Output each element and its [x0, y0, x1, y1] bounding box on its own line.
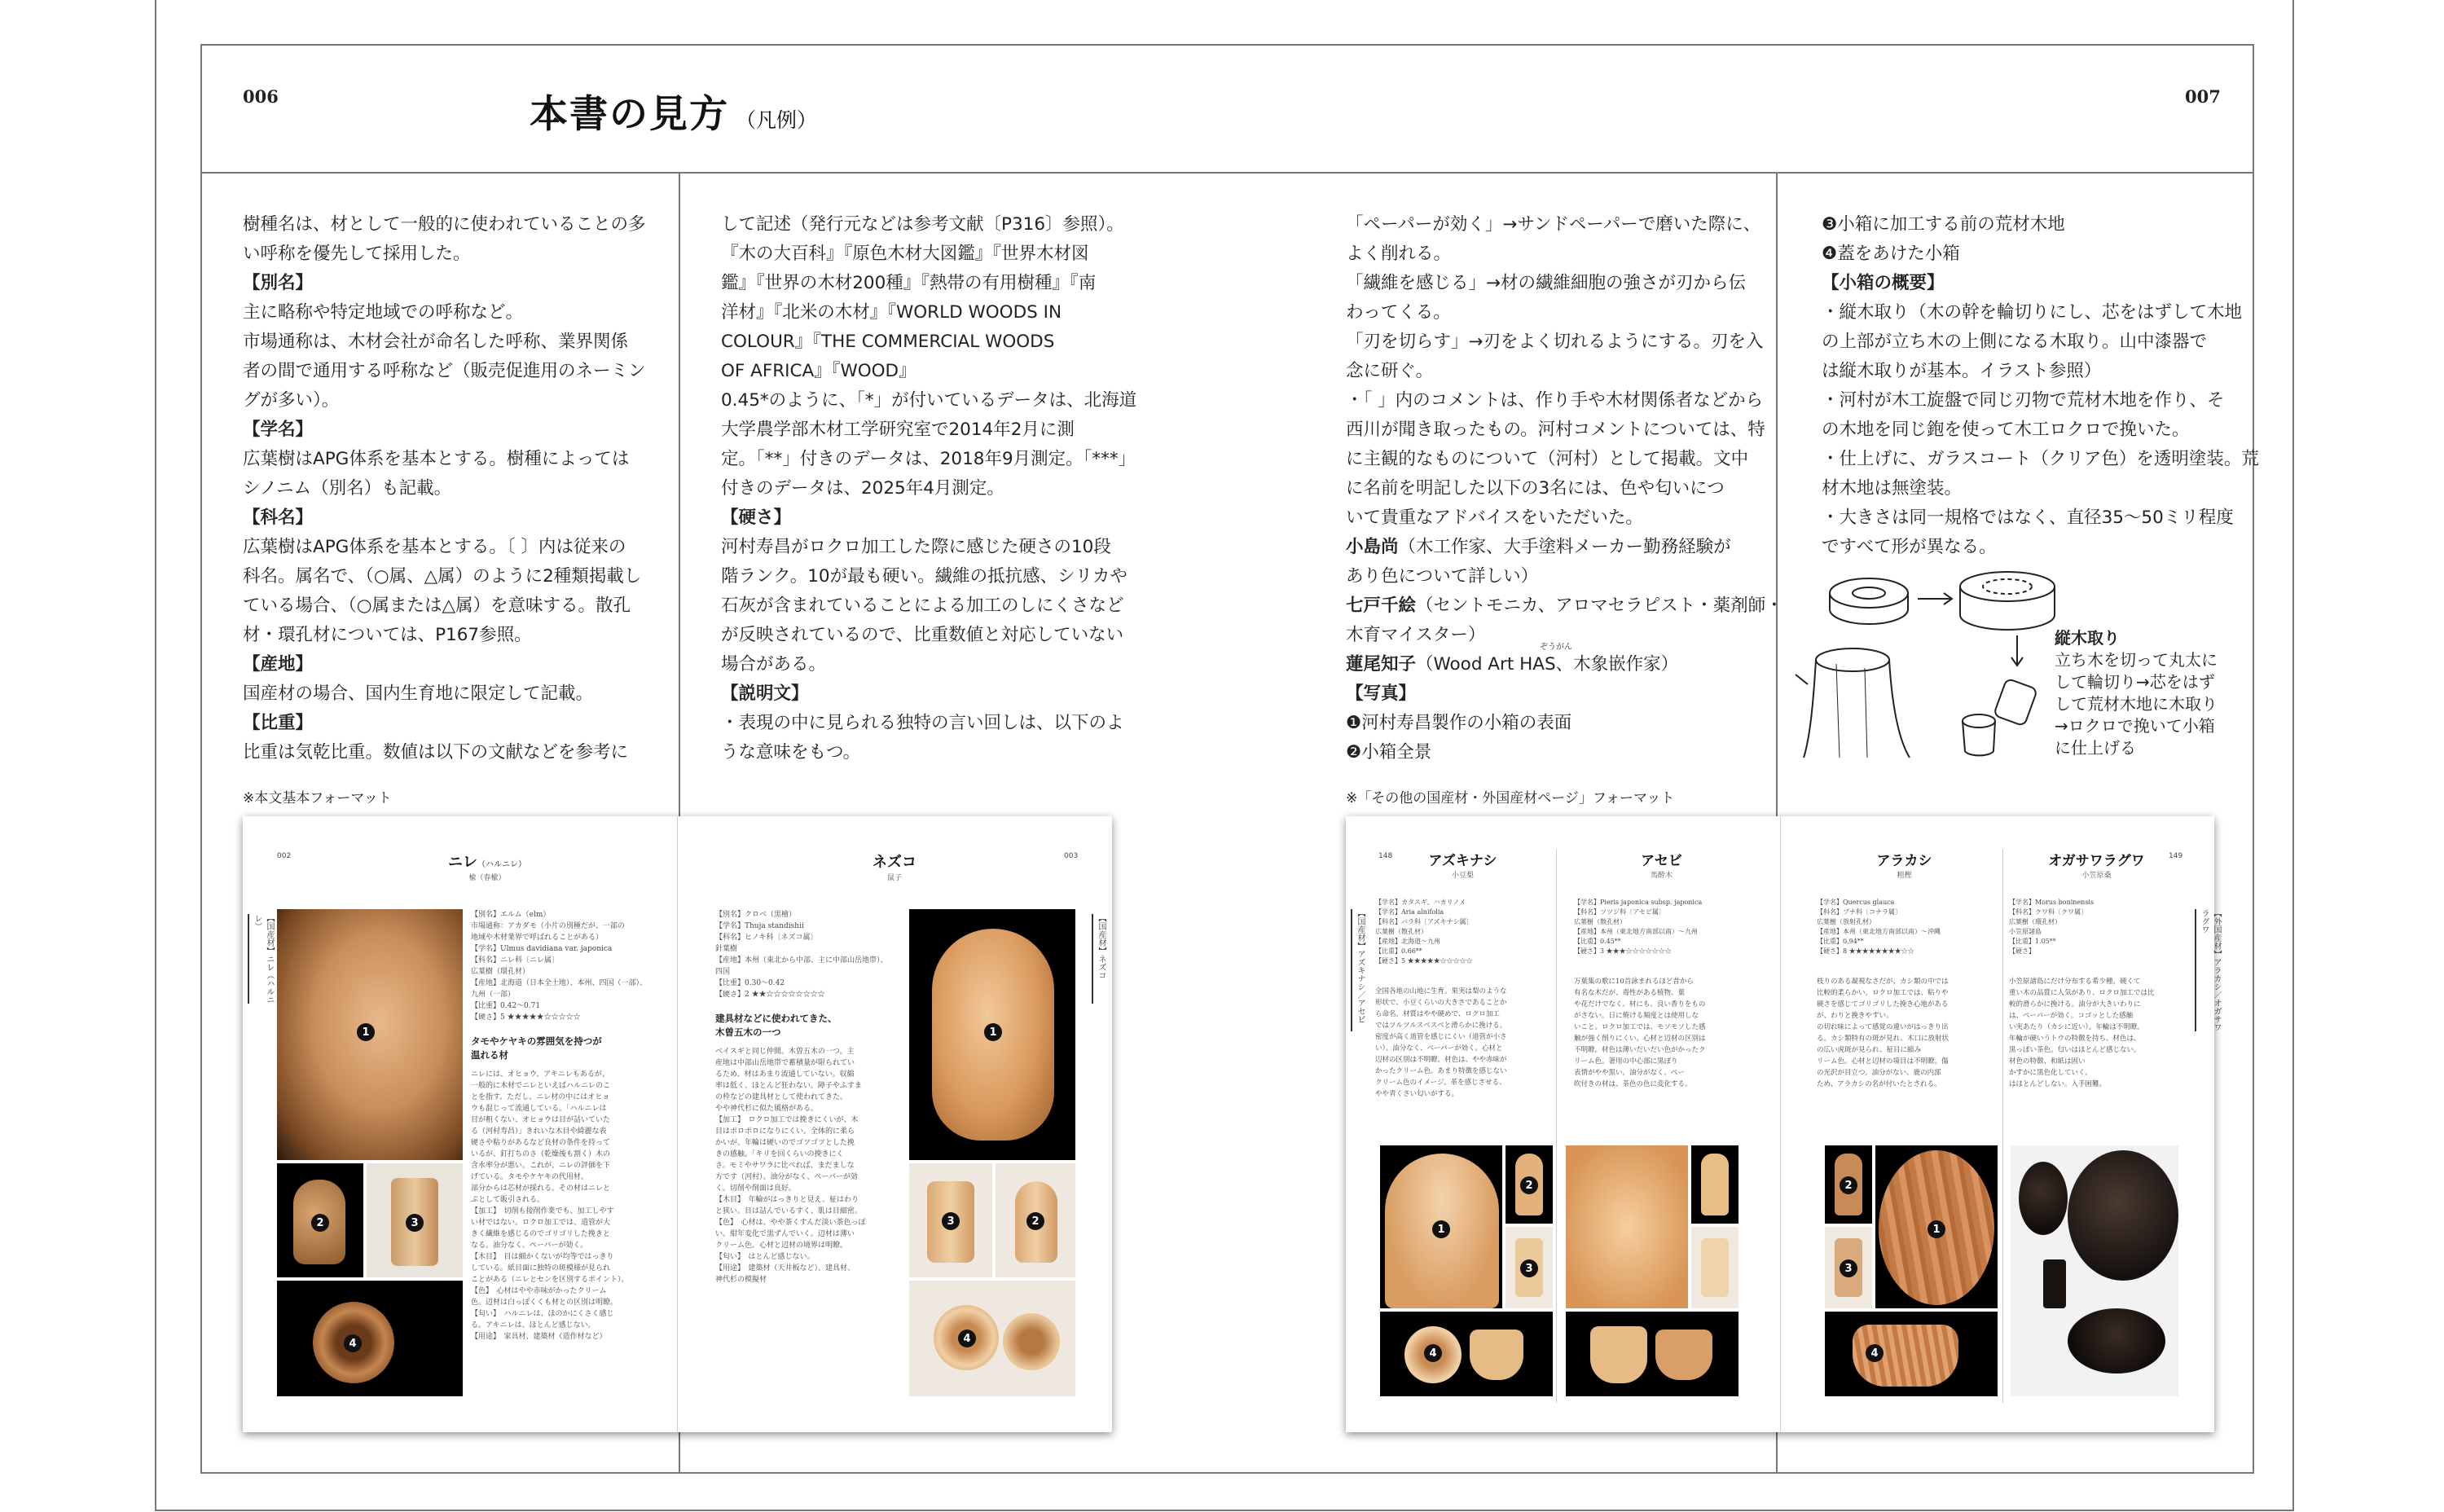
text-line: いて貴重なアドバイスをいただいた。: [1346, 508, 1643, 528]
body-line: 辺材の区別は不明瞭。材色は、やや赤味が: [1375, 1056, 1507, 1064]
text-line: COLOUR』『THE COMMERCIAL WOODS: [721, 332, 1055, 352]
body-line: ではツルツルスベスベと滑らかに挽ける。: [1375, 1022, 1507, 1030]
heading-line: タモやケヤキの雰囲気を持つが: [471, 1035, 602, 1047]
nire-kanji: 楡（春楡）: [468, 874, 506, 882]
text-line: うな意味をもつ。: [721, 742, 861, 763]
nire-title: ニレ: [448, 854, 477, 871]
body-line: い。紺年変化で黒ずんでいく。辺材は薄い: [715, 1230, 855, 1238]
body-line: 吹付きの材は、茶色の色に変化する。: [1574, 1080, 1692, 1088]
spec-line: 広葉樹（環孔材）: [2009, 918, 2061, 925]
species-body: [1375, 986, 1550, 1100]
body-line: 重い木の品質に人気があり、ロクロ加工では比: [2009, 989, 2155, 997]
text-line: ・大きさは同一規格ではなく、直径35〜50ミリ程度: [1822, 508, 2234, 528]
spec-line: 【科名】バラ科〔アズキナシ属〕: [1375, 918, 1473, 925]
spec-line: 地域や木材業界で呼ばれることがある）: [471, 934, 604, 942]
text-line: ですべて形が異なる。: [1822, 537, 1997, 557]
spread2-side-left: 【国産材】アズキナシ／アセビ: [1351, 909, 1366, 1031]
body-line: かすかに黒色化していく。: [2009, 1069, 2092, 1077]
body-line: なる。油分なく、ペーパーが効く。: [471, 1242, 588, 1250]
text-line: よく削れる。: [1346, 244, 1452, 264]
body-line: ベイスギと同じ仲間。木曽五木の一つ。主: [715, 1048, 855, 1056]
nezuko-photo-1: 1: [909, 909, 1075, 1160]
text-line: 河村寿昌がロクロ加工した際に感じた硬さの10段: [721, 537, 1111, 557]
text-line: 場合がある。: [721, 654, 827, 675]
text-line: 【写真】: [1346, 683, 1417, 704]
text-line: 洋材』『北米の木材』『WORLD WOODS IN: [721, 302, 1062, 323]
body-line: るため、材はあまり流通していない。収縮: [715, 1070, 855, 1079]
spec-line: 【科名】ニレ科〔ニレ属〕: [471, 956, 560, 965]
text-line: 【科名】: [243, 508, 314, 528]
body-line: いこと。ロクロ加工では、モソモソした感: [1574, 1023, 1706, 1031]
spec-line: 【硬さ】8 ★★★★★★★★☆☆: [1817, 947, 1914, 955]
illustration-caption-line: して荒材木地に木取り: [2055, 694, 2218, 714]
text-line: 『木の大百科』『原色木材大図鑑』『世界木材図: [721, 244, 1089, 264]
species-block: [1574, 849, 1749, 1090]
nezuko-body: [715, 1046, 866, 1286]
text-line: の木地を同じ鉋を使って木工ロクロで挽いた。: [1822, 420, 2190, 440]
spec-line: 【比重】1.05**: [2009, 938, 2056, 945]
body-line: さ。モミやサワラに比べれば、まだましな: [715, 1162, 855, 1170]
header-divider: [200, 172, 2254, 174]
spread-gutter: [677, 816, 678, 1432]
text-line: ・縦木取り（木の幹を輪切りにし、芯をはずして木地: [1822, 302, 2243, 323]
species-block: [1817, 849, 1992, 1090]
body-line: が、わりと挽きやすい。: [1817, 1012, 1893, 1020]
azukinashi-photo-2: 2: [1506, 1145, 1553, 1224]
spec-line: 【硬さ】5 ★★★★★☆☆☆☆☆: [471, 1013, 581, 1022]
body-line: る。アキニレは、ほとんど感じない。: [471, 1321, 596, 1330]
illustration-caption-line: 立ち木を切って丸太に: [2055, 650, 2218, 670]
body-line: 黒っぽい茶色。匂いはほとんど感じない。: [2009, 1046, 2141, 1054]
body-line: と狭い。目は詰んでいるすく、肌は目細密。: [715, 1207, 862, 1215]
asebi-photo-3: [1691, 1227, 1738, 1308]
spec-line: 【硬さ】: [2009, 947, 2035, 955]
text-line: 比重は気乾比重。数値は以下の文献などを参考に: [243, 742, 629, 763]
text-line: 者の間で通用する呼称など（販売促進用のネーミン: [243, 361, 646, 381]
arakashi-photo-1: 1: [1875, 1145, 1998, 1308]
spec-line: 四国: [715, 968, 731, 976]
spec-line: 広葉樹（環孔材）: [471, 968, 530, 976]
body-line: 形状で、小豆くらいの大きさであることか: [1375, 999, 1507, 1007]
text-line: して記述（発行元などは参考文献〔P316〕参照）。: [721, 214, 1124, 235]
spec-line: 【比重】0.45**: [1574, 938, 1621, 945]
text-column-1: [243, 210, 646, 767]
illustration-caption-line: に仕上げる: [2055, 738, 2136, 758]
species-name: アズキナシ: [1428, 853, 1497, 869]
species-divider-3: [2002, 849, 2003, 1403]
text-line: 大学農学部木材工学研究室で2014年2月に測: [721, 420, 1075, 440]
body-line: の広い虎斑が見られ、柾目に縮み: [1817, 1046, 1922, 1054]
spec-line: 【硬さ】2 ★★☆☆☆☆☆☆☆☆: [715, 991, 825, 999]
body-line: の切れ味によって感覚の違いがはっきり出: [1817, 1023, 1949, 1031]
asebi-photo-2: [1691, 1145, 1738, 1224]
page-title: [530, 84, 817, 138]
body-line: 万葉集の歌に10首詠まれるほど昔から: [1574, 978, 1694, 986]
body-line: ため、アラカシの名が付いたとされる。: [1817, 1080, 1941, 1088]
spec-line: 広葉樹（散孔材）: [1375, 928, 1427, 935]
body-line: い材ではない。ロクロ加工では、道管が大: [471, 1219, 611, 1227]
body-line: がさない。日に焼ける頻度とは使用しな: [1574, 1012, 1699, 1020]
body-line: きく繊維を感じるのでゴリゴリした挽きと: [471, 1230, 610, 1238]
azukinashi-photo-3: 3: [1506, 1227, 1553, 1308]
text-column-2: [721, 210, 1136, 767]
text-column-3: [1346, 210, 1783, 767]
body-line: 神代杉の模擬材: [715, 1276, 767, 1284]
text-line: 定。「**」付きのデータは、2018年9月測定。「***」: [721, 449, 1136, 469]
spec-line: 【学名】Quercus glauca: [1817, 899, 1895, 906]
arakashi-photo-3: 3: [1825, 1227, 1872, 1308]
text-line: 材木地は無塗装。: [1822, 478, 1963, 499]
text-line: グが多い）。: [243, 390, 340, 411]
species-kanji: 粗樫: [1897, 872, 1912, 880]
spec-line: 【学名】Thuja standishii: [715, 922, 804, 930]
body-line: やや神代杉に似た風格がある。: [715, 1105, 819, 1113]
body-line: 一般的に木材でニレといえばハルニレのこ: [471, 1082, 611, 1090]
text-line: 西川が聞き取ったもの。河村コメントについては、特: [1346, 420, 1765, 440]
spec-line: 【産地】本州（東北から中部、主に中部山岳地帯）、: [715, 956, 888, 965]
body-line: 方です（河村）。油分がなく、ペーパーが効: [715, 1173, 858, 1181]
spec-line: 【別名】クロベ（黒檜）: [715, 911, 797, 919]
spec-line: 広葉樹（放射孔材）: [1817, 918, 1875, 925]
species-spec: [1817, 898, 1992, 956]
text-line: 【硬さ】: [721, 508, 792, 528]
text-line: 石灰が含まれていることによる加工のしにくさなど: [721, 596, 1124, 616]
species-block: [2009, 849, 2184, 1090]
body-line: 色。辺材は白っぽくくも材との区別は明瞭。: [471, 1299, 618, 1307]
spec-line: 【学名】Morus boninensis: [2009, 899, 2095, 906]
text-line: わってくる。: [1346, 302, 1451, 323]
body-line: 【木目】 目は細かくないが均等ではっきり: [471, 1253, 614, 1261]
species-body: [1817, 976, 1992, 1090]
body-line: 目はポロポロになりにくい。全体的に柔ら: [715, 1127, 855, 1136]
text-line: 科名。属名で、（○属、△属）のように2種類掲載し: [243, 566, 642, 587]
spec-line: 【科名】ツツジ科〔アセビ属〕: [1574, 908, 1665, 916]
body-line: はほとんどしない。入手困難。: [2009, 1080, 2107, 1088]
spec-line: 【別名】エルム（elm）: [471, 911, 551, 919]
species-spec: [2009, 898, 2184, 956]
body-line: 小笠原諸島にだけ分布する希少種。硬くて: [2009, 978, 2141, 986]
body-line: は、ペーパーが効く。コゴッとした感触: [2009, 1012, 2134, 1020]
body-line: 【加工】 ロクロ加工では挽きにくいが、木: [715, 1116, 859, 1124]
body-line: 材色の特徴、和紙は固い: [2009, 1057, 2086, 1066]
body-line: 目が粗くない、オヒョウは目が詰いていた: [471, 1116, 611, 1124]
heading-line: 木曽五木の一つ: [715, 1026, 781, 1038]
body-line: 【加工】 切削も接削作業でも、加工しやす: [471, 1207, 614, 1215]
text-line: に名前を明記した以下の3名には、色や匂いにつ: [1346, 478, 1725, 499]
arakashi-photo-2: 2: [1825, 1145, 1872, 1224]
body-line: リーム色。箸用の中心部に黒ぽり: [1574, 1057, 1678, 1066]
body-line: 有名な木だが、毒性がある植物。葉: [1574, 989, 1686, 997]
species-spec: [1574, 898, 1749, 956]
body-line: げている。タモやケヤキの代用材。: [471, 1173, 588, 1181]
text-line: が反映されているので、比重数値と対応していない: [721, 625, 1124, 645]
spread-page-right: 003: [1064, 852, 1079, 860]
body-line: ぶとして販引される。: [471, 1196, 545, 1204]
body-line: 含水率分が悪い。これが、ニレの評価を下: [471, 1162, 611, 1170]
body-line: い実あたり（カシに近い）。年輪は不明瞭。: [2009, 1023, 2144, 1031]
ogasawaraguwa-photo: [2011, 1145, 2178, 1396]
body-line: 【用途】 建築材（天井板など）、建具材、: [715, 1264, 855, 1272]
text-line: 国産材の場合、国内生育地に限定して記載。: [243, 683, 594, 704]
species-name: オガサワラグワ: [2048, 853, 2145, 869]
illustration-caption: [2055, 627, 2218, 759]
body-line: 【木目】 年輪がはっきりと見え、柾はわり: [715, 1196, 859, 1204]
body-line: ことがある（ニレとセンを区別するポイント）。: [471, 1276, 629, 1284]
body-line: きの感触。「キリを回くらいの挽きにく: [715, 1150, 844, 1158]
species-title-nire: [414, 850, 560, 882]
species-spec: [1375, 898, 1550, 966]
sample-spread-basic: [243, 816, 1112, 1432]
spread2-page-left: 148: [1378, 852, 1393, 860]
nezuko-photo-3: 3: [909, 1163, 992, 1277]
body-line: ウも混じって流通している。「ハルニレは: [471, 1105, 607, 1113]
text-line: ・河村が木工旋盤で同じ刃物で荒材木地を作り、そ: [1822, 390, 2225, 411]
body-line: る。カシ類特有の斑が見れ、木口に放射状: [1817, 1035, 1949, 1043]
illustration-caption-line: →ロクロで挽いて小箱: [2055, 716, 2215, 736]
spread2-side-right: 【外国産材】アラカシ／オガサワラグワ: [2195, 909, 2222, 1031]
nire-body: [471, 1069, 629, 1343]
body-line: 表情がやや黒い。油分がなく、ペー: [1574, 1069, 1685, 1077]
azukinashi-photo-4: 4: [1380, 1312, 1553, 1396]
illustration-caption-line: して輪切り→芯をはず: [2055, 672, 2215, 692]
body-line: 硬さや粘りがあるなど良材の条件を持って: [471, 1139, 611, 1147]
text-line: OF AFRICA』『WOOD』: [721, 361, 916, 381]
body-line: 【匂い】 はとんど感じない。: [715, 1253, 815, 1261]
spec-line: 【比重】0.42〜0.71: [471, 1002, 541, 1010]
text-line: 「刃を切らす」→刃をよく切れるようにする。刃を入: [1346, 332, 1764, 352]
page-title-sub: （凡例）: [736, 108, 818, 132]
text-line: ❶河村寿昌製作の小箱の表面: [1346, 713, 1572, 733]
body-line: 較的滑らかに挽ける。油分が大きいわりに: [2009, 1000, 2141, 1009]
spec-line: 【産地】北海道（日本全土地）、本州、四国（一部）、: [471, 979, 648, 987]
spec-line: 【硬さ】3 ★★★☆☆☆☆☆☆☆: [1574, 947, 1672, 955]
species-divider-1: [1556, 849, 1557, 1403]
text-line: 広葉樹はAPG体系を基本とする。〔 〕内は従来の: [243, 537, 626, 557]
text-line: 念に研ぐ。: [1346, 361, 1434, 381]
spec-line: 市場通称：アカダモ（小片の別種だが、一部の: [471, 922, 625, 930]
nire-photo-1: [277, 909, 463, 1160]
body-line: クリーム色。心材と辺材の境界は明瞭。: [715, 1242, 848, 1250]
body-line: る（河村寿昌）」きれいな木目や綺麗な表: [471, 1127, 607, 1136]
body-line: とを指す。ただし、ニレ材の中にはオヒョ: [471, 1093, 610, 1101]
species-block: [1375, 849, 1550, 1100]
nire-photo-3: 3: [367, 1163, 463, 1277]
species-kanji: 小笠原桑: [2081, 872, 2112, 880]
page-title-main: 本書の見方: [530, 92, 729, 137]
body-line: リーム色。心材と辺材の境目は不明瞭。傷: [1817, 1057, 1949, 1066]
asebi-photo-1: [1566, 1145, 1688, 1308]
text-line: ・仕上げに、ガラスコート（クリア色）を透明塗装。荒: [1822, 449, 2259, 469]
text-line: 付きのデータは、2025年4月測定。: [721, 478, 1004, 499]
text-line: い呼称を優先して採用した。: [243, 244, 471, 264]
text-line: 材・環孔材については、P167参照。: [243, 625, 532, 645]
text-line: に主観的なものについて（河村）として掲載。文中: [1346, 449, 1749, 469]
text-line: 【別名】: [243, 273, 314, 293]
spread2-page-right: 149: [2169, 852, 2183, 860]
body-line: ら命名。材質はやや硬めで、ロクロ加工: [1375, 1010, 1500, 1018]
body-line: の光沢が目立つ。油分がない、鹿の内部: [1817, 1069, 1941, 1077]
nire-photo-2: 2: [277, 1163, 363, 1277]
text-line: 樹種名は、材として一般的に使われていることの多: [243, 214, 646, 235]
spec-line: 【科名】ヒノキ科〔ネズコ属〕: [715, 934, 818, 942]
nire-spec: [471, 909, 647, 1023]
arakashi-photo-4: 4: [1825, 1312, 1998, 1396]
spec-line: 【産地】北海道〜九州: [1375, 938, 1440, 945]
text-line: の上部が立ち木の上側になる木取り。山中漆器で: [1822, 332, 2208, 352]
text-line: ている場合、（○属または△属）を意味する。散孔: [243, 596, 631, 616]
spec-line: 九州（一部）: [471, 991, 516, 999]
text-line: 蓮尾知子（Wood Art HAS、木象嵌作家）: [1346, 654, 1679, 675]
body-line: クリーム色のイメージ。革を感じさせる、: [1375, 1079, 1506, 1087]
caption-basic-format: ※本文基本フォーマット: [243, 790, 392, 807]
species-name: アラカシ: [1876, 853, 1932, 869]
nezuko-spec: [715, 909, 888, 1000]
spec-line: 【学名】Pieris japonica subsp. japonica: [1574, 899, 1703, 906]
body-line: 【匂い】 ハルニレは、ほのかにくさく感じ: [471, 1310, 614, 1318]
body-line: の枠などの建具材として使われてきた。: [715, 1093, 848, 1101]
text-line: は縦木取りが基本。イラスト参照）: [1822, 361, 2102, 381]
body-line: 全国各地の山地に生育。果実は梨のような: [1375, 987, 1507, 996]
text-line: ❸小箱に加工する前の荒材木地: [1822, 214, 2065, 235]
body-line: 率は低く、ほとんど狂わない。障子やふすま: [715, 1082, 862, 1090]
text-line: 階ランク。10が最も硬い。繊維の抵抗感、シリカや: [721, 566, 1127, 587]
body-line: 産地は中部山岳地帯で蓄積量が限られてい: [715, 1059, 855, 1067]
body-line: やや青くさい匂いがする。: [1375, 1090, 1459, 1098]
text-line: 小島尚（木工作家、大手塗料メーカー勤務経験が: [1346, 537, 1731, 557]
text-line: 「繊維を感じる」→材の繊維細胞の強さが刃から伝: [1346, 273, 1747, 293]
nezuko-heading: [715, 1012, 837, 1040]
side-label-nezuko: 【国産材】ネズコ: [1092, 914, 1107, 1004]
text-line: 【学名】: [243, 420, 314, 440]
body-line: 【色】 心材はやや赤味がかったクリーム: [471, 1287, 607, 1295]
body-line: 触が強く削りにくい。心材と辺材の区別は: [1574, 1035, 1706, 1043]
body-line: 枝りのある凝視なさだが、カシ類の中では: [1817, 978, 1949, 986]
spec-line: 【産地】本州（東北地方南部以南）〜沖縄: [1817, 928, 1941, 935]
text-line: ・表現の中に見られる独特の言い回しは、以下のよ: [721, 713, 1124, 733]
nezuko-kanji: 鼠子: [886, 874, 902, 882]
species-name: アセビ: [1641, 853, 1682, 869]
nezuko-title: ネズコ: [873, 854, 916, 871]
page-number-right: 007: [2185, 86, 2221, 107]
nezuko-photo-4: 4: [909, 1281, 1075, 1396]
spec-line: 広葉樹（散孔材）: [1574, 918, 1626, 925]
spread-gutter-2: [1780, 816, 1781, 1432]
spec-line: 針葉樹: [715, 945, 738, 953]
spec-line: 【学名】Ulmus davidiana var. japonica: [471, 945, 613, 953]
text-column-4: [1822, 210, 2259, 562]
body-line: 硬さを感じてゴリゴリした挽き心地がある: [1817, 1000, 1949, 1009]
illustration-caption-title: 縦木取り: [2055, 628, 2120, 648]
body-line: かいが、年輪は硬いのでゴツゴツとした挽: [715, 1139, 855, 1147]
spec-line: 【硬さ】5 ★★★★★☆☆☆☆☆: [1375, 957, 1473, 965]
side-label-nire: 【国産材】ニレ（ハルニレ）: [248, 914, 275, 1004]
text-line: 木育マイスター）: [1346, 625, 1486, 645]
body-line: ニレには、オヒョウ、アキニレもあるが、: [471, 1070, 609, 1079]
body-line: かったクリーム色。あまり特徴を感じない: [1375, 1067, 1507, 1075]
text-line: 0.45*のように、「*」が付いているデータは、北海道: [721, 390, 1137, 411]
nire-photo-4: 4: [277, 1281, 463, 1396]
azukinashi-photo-1: 1: [1380, 1145, 1502, 1308]
text-line: あり色について詳しい）: [1346, 566, 1539, 587]
spec-line: 【科名】ブナ科〔コナラ属〕: [1817, 908, 1901, 916]
spec-line: 【比重】0.94**: [1817, 938, 1864, 945]
body-line: や花だけでなく、材にも、良い香りをもの: [1574, 1000, 1706, 1009]
sample-spread-other: [1346, 816, 2221, 1432]
species-body: [1574, 976, 1749, 1090]
body-line: 密度が高く道管を感じにくい（道管が小さ: [1375, 1033, 1507, 1041]
text-line: 【比重】: [243, 713, 314, 733]
text-line: 広葉樹はAPG体系を基本とする。樹種によっては: [243, 449, 630, 469]
spec-line: 【学名】Aria alnifolia: [1375, 908, 1444, 916]
body-line: いるが、釘打ちのさ（乾燥後も割く）木の: [471, 1150, 611, 1158]
body-line: い）。油分なく、ペーパーが効く。心材と: [1375, 1044, 1503, 1053]
tategidori-illustration: [1804, 562, 2073, 770]
nezuko-photo-2: 2: [996, 1163, 1075, 1277]
heading-line: 建具材などに使われてきた、: [715, 1013, 837, 1024]
text-line: ・「 」内のコメントは、作り手や木材関係者などから: [1346, 390, 1764, 411]
species-kanji: 小豆梨: [1451, 872, 1474, 880]
spec-line: 【比重】0.30〜0.42: [715, 979, 785, 987]
text-line: 市場通称は、木材会社が命名した呼称、業界関係: [243, 332, 629, 352]
nire-heading: [471, 1035, 602, 1062]
page-number-left: 006: [243, 86, 279, 107]
species-body: [2009, 976, 2184, 1090]
text-line: 【説明文】: [721, 683, 809, 704]
spec-line: 小笠原諸島: [2009, 928, 2042, 935]
text-line: 【産地】: [243, 654, 314, 675]
text-line: 「ペーパーが効く」→サンドペーパーで磨いた際に、: [1346, 214, 1761, 235]
text-line: ❹蓋をあけた小箱: [1822, 244, 1960, 264]
text-line: ❷小箱全景: [1346, 742, 1432, 763]
spread-page-left: 002: [277, 852, 292, 860]
text-line: 七戸千絵（セントモニカ、アロマセラピスト・薬剤師・: [1346, 596, 1783, 616]
text-line: 【小箱の概要】: [1822, 273, 1945, 293]
species-title-nezuko: [821, 850, 968, 882]
text-line: 主に略称や特定地域での呼称など。: [243, 302, 524, 323]
body-line: 年輪が硬いうトウの特徴を持ち、材色は、: [2009, 1035, 2141, 1043]
spec-line: 【比重】0.66**: [1375, 947, 1422, 955]
ruby-zougan: ぞうがん: [1540, 643, 1572, 652]
body-line: 【用途】 家具材、建築材（造作材など）: [471, 1333, 607, 1341]
photo-badge-1: 1: [357, 1023, 375, 1041]
body-line: 部分からは芯材が採れる。その材はニレと: [471, 1185, 611, 1193]
heading-line: 温れる材: [471, 1049, 508, 1061]
nire-reading: （ハルニレ）: [477, 860, 526, 869]
text-line: 鑑』『世界の木材200種』『熱帯の有用樹種』『南: [721, 273, 1097, 293]
body-line: 【色】 心材は、やや茶くすんだ淡い茶色っぽ: [715, 1219, 866, 1227]
species-kanji: 馬酔木: [1650, 872, 1673, 880]
spec-line: 【産地】本州（東北地方南部以南）〜九州: [1574, 928, 1698, 935]
body-line: く。切削や削面は良好。: [715, 1185, 796, 1193]
body-line: 不明瞭。材色は薄いだいだい色がかったク: [1574, 1046, 1706, 1054]
spec-line: 【学名】カタスギ、ハカリノメ: [1375, 899, 1466, 906]
asebi-photo-4: [1566, 1312, 1738, 1396]
body-line: 比較的柔らかい。ロクロ加工では、粘りや: [1817, 989, 1949, 997]
spec-line: 【科名】クワ科〔クワ属〕: [2009, 908, 2087, 916]
caption-other-format: ※「その他の国産材・外国産材ページ」フォーマット: [1346, 790, 1675, 807]
text-line: シノニム（別名）も記載。: [243, 478, 452, 499]
body-line: している。紙目面に独特の斑模様が見られ: [471, 1264, 611, 1272]
